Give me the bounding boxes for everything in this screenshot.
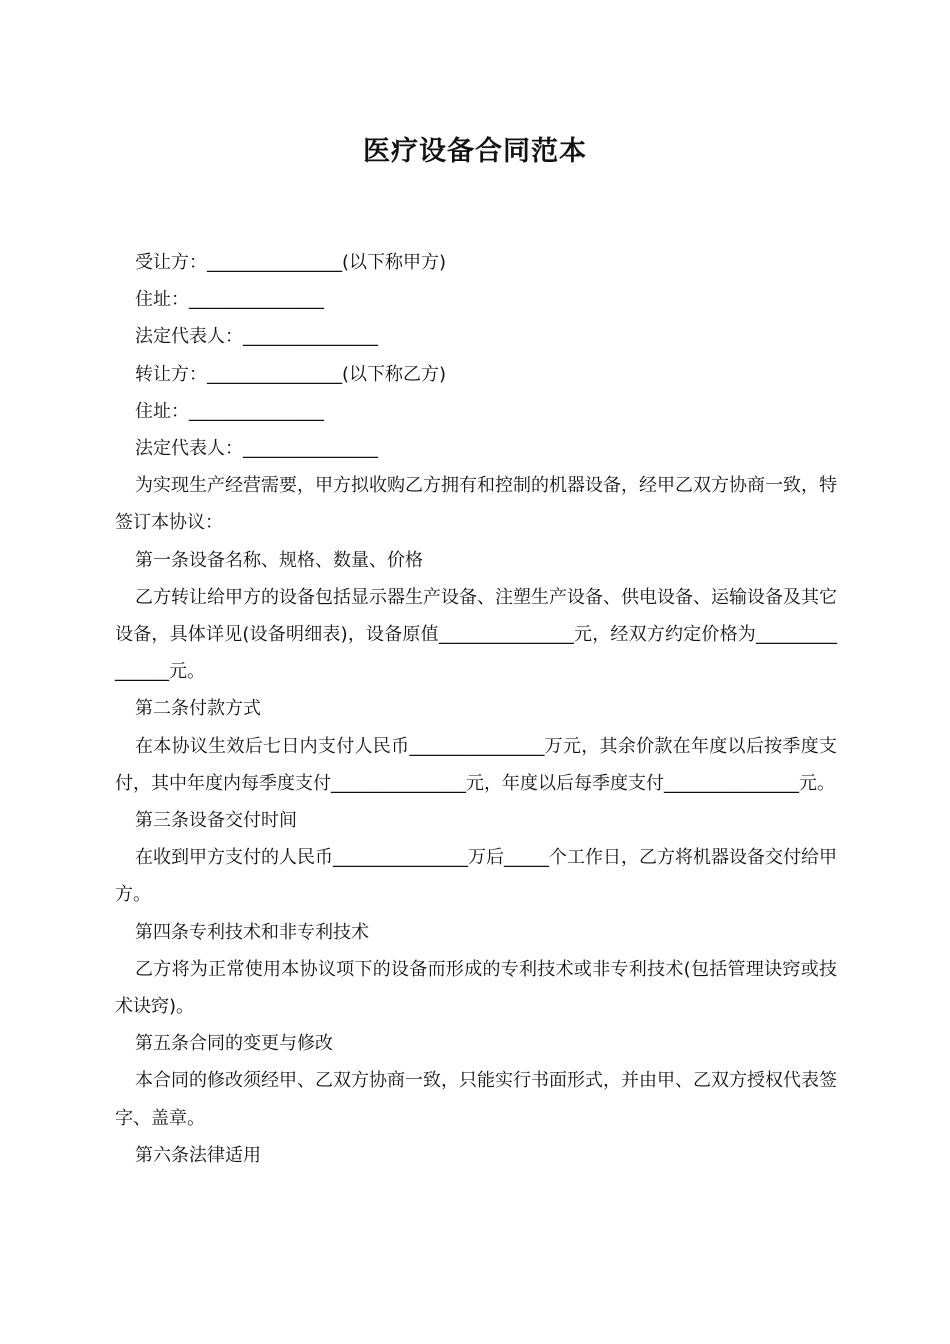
article-4-heading: 第四条专利技术和非专利技术 xyxy=(135,921,369,943)
document-title: 医疗设备合同范本 xyxy=(363,136,587,167)
preamble-paragraph: 为实现生产经营需要，甲方拟收购乙方拥有和控制的机器设备，经甲乙双方协商一致，特签订本协议： xyxy=(115,475,837,534)
article-1-heading: 第一条设备名称、规格、数量、价格 xyxy=(135,549,423,571)
article-3-body: 在收到甲方支付的人民币_______________万后_____个工作日，乙方将机器设备交付给甲方。 xyxy=(115,847,837,906)
article-2-body: 在本协议生效后七日内支付人民币_______________万元，其余价款在年度以后按季度支付，其中年度内每季度支付_______________元，年度以后每季度支付_______________元。 xyxy=(115,735,837,794)
party-a-line: 受让方：_______________(以下称甲方) xyxy=(135,252,447,273)
party-a-address-line: 住址：_______________ xyxy=(135,289,324,311)
article-1-body: 乙方转让给甲方的设备包括显示器生产设备、注塑生产设备、供电设备、运输设备及其它设备，具体详见(设备明细表)，设备原值_______________元，经双方约定价格为_______________元。 xyxy=(115,586,837,683)
article-6-heading: 第六条法律适用 xyxy=(135,1144,261,1166)
article-4-body: 乙方将为正常使用本协议项下的设备而形成的专利技术或非专利技术(包括管理诀窍或技术诀窍)。 xyxy=(115,958,837,1018)
party-b-representative-line: 法定代表人：_______________ xyxy=(135,438,378,460)
party-a-representative-line: 法定代表人：_______________ xyxy=(135,326,378,348)
party-b-line: 转让方：_______________(以下称乙方) xyxy=(135,363,447,385)
party-b-address-line: 住址：_______________ xyxy=(135,400,324,422)
article-2-heading: 第二条付款方式 xyxy=(135,698,261,720)
article-3-heading: 第三条设备交付时间 xyxy=(135,810,297,832)
article-5-heading: 第五条合同的变更与修改 xyxy=(135,1033,333,1055)
document-body xyxy=(115,244,837,1174)
article-5-body: 本合同的修改须经甲、乙双方协商一致，只能实行书面形式，并由甲、乙双方授权代表签字、盖章。 xyxy=(115,1070,837,1129)
